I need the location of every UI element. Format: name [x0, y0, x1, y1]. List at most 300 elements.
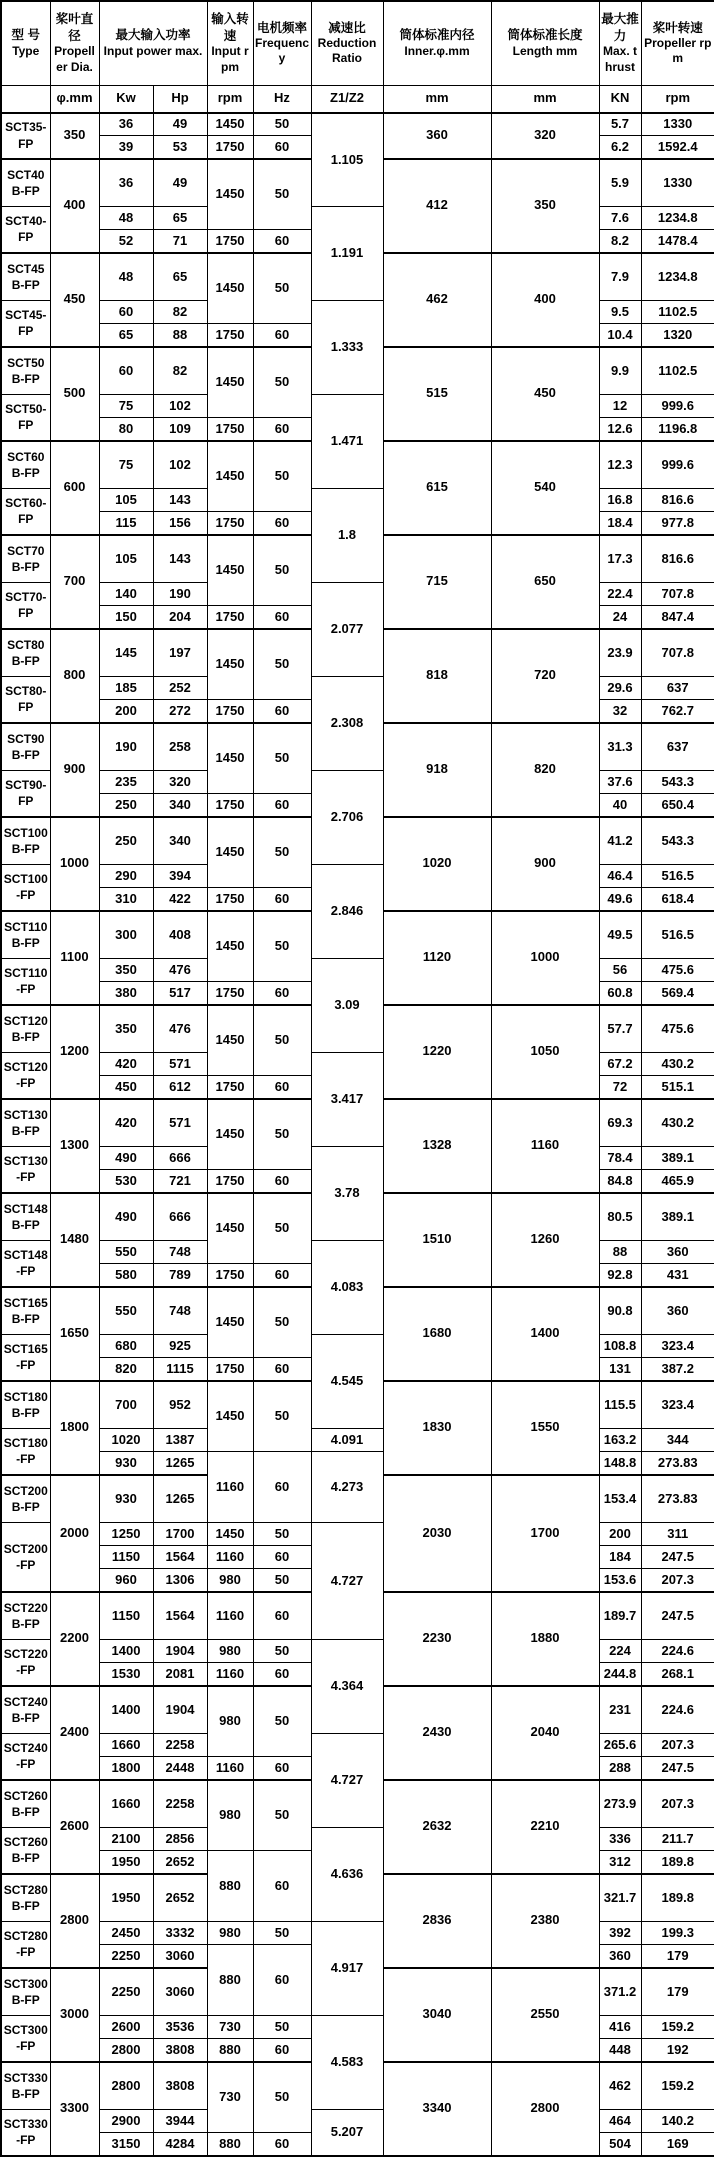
value-cell: 2800	[50, 1874, 99, 1968]
value-cell: 156	[153, 512, 207, 535]
value-cell: 49.5	[599, 911, 641, 959]
model-cell: SCT100B-FP	[1, 817, 50, 865]
value-cell: 60	[253, 1757, 311, 1780]
value-cell: 32	[599, 700, 641, 723]
value-cell: 2632	[383, 1780, 491, 1874]
unit-cell: Kw	[99, 85, 153, 113]
value-cell: 60	[253, 1945, 311, 2016]
value-cell: 462	[383, 253, 491, 347]
value-cell: 612	[153, 1076, 207, 1099]
value-cell: 730	[207, 2016, 253, 2039]
value-cell: 360	[641, 1241, 714, 1264]
value-cell: 543.3	[641, 817, 714, 865]
value-cell: 50	[253, 1005, 311, 1076]
value-cell: 60	[253, 606, 311, 629]
value-cell: 2800	[99, 2039, 153, 2062]
value-cell: 412	[383, 159, 491, 253]
value-cell: 336	[599, 1828, 641, 1851]
value-cell: 323.4	[641, 1381, 714, 1429]
value-cell: 422	[153, 888, 207, 911]
value-cell: 273.9	[599, 1780, 641, 1828]
value-cell: 344	[641, 1429, 714, 1452]
value-cell: 273.83	[641, 1475, 714, 1523]
value-cell: 224.6	[641, 1686, 714, 1734]
value-cell: 8.2	[599, 230, 641, 253]
table-row	[1, 301, 714, 324]
value-cell: 1160	[207, 1757, 253, 1780]
value-cell: 1800	[99, 1757, 153, 1780]
table-row	[1, 2110, 714, 2133]
model-cell: SCT110B-FP	[1, 911, 50, 959]
table-row	[1, 1147, 714, 1170]
value-cell: 2400	[50, 1686, 99, 1780]
value-cell: 3060	[153, 1968, 207, 2016]
value-cell: 1450	[207, 1287, 253, 1358]
model-cell: SCT120B-FP	[1, 1005, 50, 1053]
value-cell: 268.1	[641, 1663, 714, 1686]
value-cell: 4.583	[311, 2016, 383, 2110]
model-cell: SCT220-FP	[1, 1640, 50, 1686]
value-cell: 12.3	[599, 441, 641, 489]
value-cell: 1.471	[311, 395, 383, 489]
col-header-input-rpm: 输入转速 Input rpm	[207, 1, 253, 85]
value-cell: 224.6	[641, 1640, 714, 1663]
value-cell: 464	[599, 2110, 641, 2133]
value-cell: 60	[253, 1592, 311, 1640]
col-header-propeller-rpm: 桨叶转速 Propeller rpm	[641, 1, 714, 85]
value-cell: 252	[153, 677, 207, 700]
value-cell: 2100	[99, 1828, 153, 1851]
value-cell: 516.5	[641, 865, 714, 888]
value-cell: 60	[253, 418, 311, 441]
value-cell: 1102.5	[641, 301, 714, 324]
value-cell: 1260	[491, 1193, 599, 1287]
value-cell: 4.083	[311, 1241, 383, 1335]
value-cell: 46.4	[599, 865, 641, 888]
value-cell: 3.78	[311, 1147, 383, 1241]
value-cell: 1750	[207, 1076, 253, 1099]
value-cell: 247.5	[641, 1757, 714, 1780]
value-cell: 360	[641, 1287, 714, 1335]
value-cell: 880	[207, 2039, 253, 2062]
value-cell: 92.8	[599, 1264, 641, 1287]
value-cell: 1660	[99, 1780, 153, 1828]
value-cell: 2800	[99, 2062, 153, 2110]
value-cell: 515	[383, 347, 491, 441]
value-cell: 721	[153, 1170, 207, 1193]
value-cell: 2258	[153, 1734, 207, 1757]
value-cell: 60	[253, 700, 311, 723]
value-cell: 1450	[207, 1381, 253, 1452]
value-cell: 310	[99, 888, 153, 911]
value-cell: 4.273	[311, 1452, 383, 1523]
value-cell: 60	[99, 347, 153, 395]
value-cell: 1950	[99, 1851, 153, 1874]
value-cell: 159.2	[641, 2016, 714, 2039]
value-cell: 207.3	[641, 1734, 714, 1757]
unit-cell: φ.mm	[50, 85, 99, 113]
value-cell: 980	[207, 1569, 253, 1592]
value-cell: 980	[207, 1780, 253, 1851]
value-cell: 50	[253, 1381, 311, 1452]
value-cell: 880	[207, 1851, 253, 1922]
value-cell: 1550	[491, 1381, 599, 1475]
value-cell: 4.917	[311, 1922, 383, 2016]
value-cell: 450	[99, 1076, 153, 1099]
value-cell: 50	[253, 723, 311, 794]
value-cell: 1450	[207, 113, 253, 136]
col-header-inner-diameter: 筒体标准内径 Inner.φ.mm	[383, 1, 491, 85]
value-cell: 360	[383, 113, 491, 159]
value-cell: 53	[153, 136, 207, 159]
value-cell: 235	[99, 771, 153, 794]
value-cell: 71	[153, 230, 207, 253]
table-row	[1, 113, 714, 136]
value-cell: 185	[99, 677, 153, 700]
value-cell: 2600	[50, 1780, 99, 1874]
value-cell: 2.308	[311, 677, 383, 771]
value-cell: 1450	[207, 1193, 253, 1264]
value-cell: 145	[99, 629, 153, 677]
value-cell: 1200	[50, 1005, 99, 1099]
value-cell: 1150	[99, 1546, 153, 1569]
model-cell: SCT260B-FP	[1, 1828, 50, 1874]
model-cell: SCT50B-FP	[1, 347, 50, 395]
value-cell: 197	[153, 629, 207, 677]
value-cell: 1750	[207, 982, 253, 1005]
value-cell: 2030	[383, 1475, 491, 1592]
value-cell: 5.7	[599, 113, 641, 136]
value-cell: 1750	[207, 606, 253, 629]
value-cell: 60	[253, 1358, 311, 1381]
table-row	[1, 1922, 714, 1945]
value-cell: 2258	[153, 1780, 207, 1828]
value-cell: 1306	[153, 1569, 207, 1592]
value-cell: 1234.8	[641, 253, 714, 301]
value-cell: 900	[491, 817, 599, 911]
value-cell: 1830	[383, 1381, 491, 1475]
value-cell: 78.4	[599, 1147, 641, 1170]
value-cell: 50	[253, 1922, 311, 1945]
value-cell: 748	[153, 1241, 207, 1264]
value-cell: 450	[50, 253, 99, 347]
value-cell: 420	[99, 1053, 153, 1076]
value-cell: 7.9	[599, 253, 641, 301]
value-cell: 60	[253, 136, 311, 159]
value-cell: 50	[253, 2016, 311, 2039]
value-cell: 18.4	[599, 512, 641, 535]
value-cell: 69.3	[599, 1099, 641, 1147]
value-cell: 75	[99, 395, 153, 418]
value-cell: 36	[99, 159, 153, 207]
value-cell: 320	[153, 771, 207, 794]
value-cell: 476	[153, 959, 207, 982]
value-cell: 1660	[99, 1734, 153, 1757]
value-cell: 1950	[99, 1874, 153, 1922]
value-cell: 231	[599, 1686, 641, 1734]
table-row	[1, 2016, 714, 2039]
value-cell: 408	[153, 911, 207, 959]
table-row	[1, 1828, 714, 1851]
value-cell: 1700	[153, 1523, 207, 1546]
table-row	[1, 1429, 714, 1452]
value-cell: 80.5	[599, 1193, 641, 1241]
value-cell: 1510	[383, 1193, 491, 1287]
value-cell: 9.9	[599, 347, 641, 395]
value-cell: 312	[599, 1851, 641, 1874]
col-header-reduction-ratio: 减速比 Reduction Ratio	[311, 1, 383, 85]
value-cell: 715	[383, 535, 491, 629]
value-cell: 1196.8	[641, 418, 714, 441]
value-cell: 2600	[99, 2016, 153, 2039]
value-cell: 321.7	[599, 1874, 641, 1922]
value-cell: 515.1	[641, 1076, 714, 1099]
value-cell: 50	[253, 629, 311, 700]
value-cell: 3808	[153, 2062, 207, 2110]
value-cell: 1480	[50, 1193, 99, 1287]
model-cell: SCT330-FP	[1, 2110, 50, 2156]
value-cell: 1880	[491, 1592, 599, 1686]
value-cell: 2448	[153, 1757, 207, 1780]
value-cell: 60	[253, 512, 311, 535]
value-cell: 39	[99, 136, 153, 159]
value-cell: 550	[99, 1241, 153, 1264]
value-cell: 10.4	[599, 324, 641, 347]
table-row	[1, 207, 714, 230]
value-cell: 90.8	[599, 1287, 641, 1335]
value-cell: 82	[153, 301, 207, 324]
value-cell: 41.2	[599, 817, 641, 865]
value-cell: 115.5	[599, 1381, 641, 1429]
model-cell: SCT260B-FP	[1, 1780, 50, 1828]
value-cell: 75	[99, 441, 153, 489]
model-cell: SCT240-FP	[1, 1734, 50, 1780]
value-cell: 1330	[641, 159, 714, 207]
value-cell: 1102.5	[641, 347, 714, 395]
value-cell: 247.5	[641, 1592, 714, 1640]
value-cell: 1400	[491, 1287, 599, 1381]
value-cell: 1020	[383, 817, 491, 911]
value-cell: 311	[641, 1523, 714, 1546]
value-cell: 17.3	[599, 535, 641, 583]
model-cell: SCT280-FP	[1, 1922, 50, 1968]
value-cell: 1750	[207, 324, 253, 347]
value-cell: 476	[153, 1005, 207, 1053]
value-cell: 244.8	[599, 1663, 641, 1686]
value-cell: 1328	[383, 1099, 491, 1193]
value-cell: 1120	[383, 911, 491, 1005]
value-cell: 820	[491, 723, 599, 817]
model-cell: SCT130-FP	[1, 1147, 50, 1193]
value-cell: 3.417	[311, 1053, 383, 1147]
value-cell: 371.2	[599, 1968, 641, 2016]
value-cell: 4.727	[311, 1523, 383, 1640]
value-cell: 2450	[99, 1922, 153, 1945]
value-cell: 925	[153, 1335, 207, 1358]
value-cell: 1530	[99, 1663, 153, 1686]
model-cell: SCT165-FP	[1, 1335, 50, 1381]
value-cell: 1400	[99, 1686, 153, 1734]
value-cell: 65	[99, 324, 153, 347]
table-row	[1, 1335, 714, 1358]
value-cell: 340	[153, 794, 207, 817]
value-cell: 2040	[491, 1686, 599, 1780]
model-cell: SCT45-FP	[1, 301, 50, 347]
table-row	[1, 1523, 714, 1546]
value-cell: 1.333	[311, 301, 383, 395]
model-cell: SCT300B-FP	[1, 1968, 50, 2016]
value-cell: 65	[153, 253, 207, 301]
model-cell: SCT148-FP	[1, 1241, 50, 1287]
value-cell: 1450	[207, 535, 253, 606]
value-cell: 3340	[383, 2062, 491, 2156]
unit-cell: mm	[491, 85, 599, 113]
value-cell: 2200	[50, 1592, 99, 1686]
value-cell: 2430	[383, 1686, 491, 1780]
value-cell: 1750	[207, 1358, 253, 1381]
model-cell: SCT70B-FP	[1, 535, 50, 583]
value-cell: 1750	[207, 512, 253, 535]
value-cell: 900	[50, 723, 99, 817]
value-cell: 50	[253, 159, 311, 230]
value-cell: 52	[99, 230, 153, 253]
value-cell: 24	[599, 606, 641, 629]
model-cell: SCT100-FP	[1, 865, 50, 911]
value-cell: 980	[207, 1640, 253, 1663]
value-cell: 1450	[207, 817, 253, 888]
value-cell: 50	[253, 1193, 311, 1264]
model-cell: SCT80-FP	[1, 677, 50, 723]
value-cell: 143	[153, 535, 207, 583]
value-cell: 250	[99, 794, 153, 817]
value-cell: 918	[383, 723, 491, 817]
value-cell: 211.7	[641, 1828, 714, 1851]
value-cell: 153.6	[599, 1569, 641, 1592]
table-row	[1, 771, 714, 794]
value-cell: 569.4	[641, 982, 714, 1005]
value-cell: 1650	[50, 1287, 99, 1381]
table-row	[1, 1241, 714, 1264]
value-cell: 1750	[207, 136, 253, 159]
value-cell: 1750	[207, 1170, 253, 1193]
col-header-input-power: 最大输入功率 Input power max.	[99, 1, 207, 85]
value-cell: 3944	[153, 2110, 207, 2133]
value-cell: 29.6	[599, 677, 641, 700]
value-cell: 1478.4	[641, 230, 714, 253]
value-cell: 143	[153, 489, 207, 512]
value-cell: 1330	[641, 113, 714, 136]
value-cell: 2652	[153, 1851, 207, 1874]
value-cell: 189.8	[641, 1874, 714, 1922]
value-cell: 60	[253, 1452, 311, 1523]
value-cell: 49.6	[599, 888, 641, 911]
table-row	[1, 1734, 714, 1757]
value-cell: 530	[99, 1170, 153, 1193]
value-cell: 1450	[207, 253, 253, 324]
value-cell: 60	[253, 230, 311, 253]
value-cell: 1160	[207, 1546, 253, 1569]
value-cell: 490	[99, 1193, 153, 1241]
value-cell: 700	[99, 1381, 153, 1429]
value-cell: 204	[153, 606, 207, 629]
table-row	[1, 395, 714, 418]
model-cell: SCT80B-FP	[1, 629, 50, 677]
value-cell: 650.4	[641, 794, 714, 817]
value-cell: 3536	[153, 2016, 207, 2039]
unit-cell: Hz	[253, 85, 311, 113]
value-cell: 49	[153, 113, 207, 136]
value-cell: 637	[641, 723, 714, 771]
value-cell: 288	[599, 1757, 641, 1780]
value-cell: 105	[99, 489, 153, 512]
value-cell: 4.636	[311, 1828, 383, 1922]
value-cell: 102	[153, 395, 207, 418]
model-cell: SCT240B-FP	[1, 1686, 50, 1734]
value-cell: 1150	[99, 1592, 153, 1640]
value-cell: 637	[641, 677, 714, 700]
value-cell: 250	[99, 817, 153, 865]
value-cell: 1100	[50, 911, 99, 1005]
value-cell: 12	[599, 395, 641, 418]
value-cell: 273.83	[641, 1452, 714, 1475]
value-cell: 60	[253, 324, 311, 347]
table-row	[1, 1452, 714, 1475]
value-cell: 247.5	[641, 1546, 714, 1569]
value-cell: 1750	[207, 888, 253, 911]
value-cell: 999.6	[641, 441, 714, 489]
value-cell: 1220	[383, 1005, 491, 1099]
value-cell: 615	[383, 441, 491, 535]
value-cell: 350	[99, 959, 153, 982]
value-cell: 818	[383, 629, 491, 723]
value-cell: 1000	[50, 817, 99, 911]
value-cell: 60	[253, 982, 311, 1005]
value-cell: 4284	[153, 2133, 207, 2156]
value-cell: 140	[99, 583, 153, 606]
model-cell: SCT220B-FP	[1, 1592, 50, 1640]
value-cell: 420	[99, 1099, 153, 1147]
value-cell: 50	[253, 1780, 311, 1851]
value-cell: 820	[99, 1358, 153, 1381]
value-cell: 109	[153, 418, 207, 441]
value-cell: 475.6	[641, 1005, 714, 1053]
value-cell: 3060	[153, 1945, 207, 1968]
value-cell: 50	[253, 1287, 311, 1358]
value-cell: 1450	[207, 1005, 253, 1076]
unit-cell: Z1/Z2	[311, 85, 383, 113]
value-cell: 980	[207, 1686, 253, 1757]
value-cell: 60	[253, 1076, 311, 1099]
value-cell: 9.5	[599, 301, 641, 324]
value-cell: 707.8	[641, 583, 714, 606]
value-cell: 1450	[207, 911, 253, 982]
value-cell: 816.6	[641, 489, 714, 512]
value-cell: 475.6	[641, 959, 714, 982]
value-cell: 57.7	[599, 1005, 641, 1053]
model-cell: SCT130B-FP	[1, 1099, 50, 1147]
value-cell: 72	[599, 1076, 641, 1099]
value-cell: 2856	[153, 1828, 207, 1851]
value-cell: 4.364	[311, 1640, 383, 1734]
value-cell: 265.6	[599, 1734, 641, 1757]
value-cell: 48	[99, 253, 153, 301]
value-cell: 60.8	[599, 982, 641, 1005]
model-cell: SCT180-FP	[1, 1429, 50, 1475]
value-cell: 1564	[153, 1546, 207, 1569]
value-cell: 1160	[491, 1099, 599, 1193]
model-cell: SCT110-FP	[1, 959, 50, 1005]
value-cell: 2210	[491, 1780, 599, 1874]
